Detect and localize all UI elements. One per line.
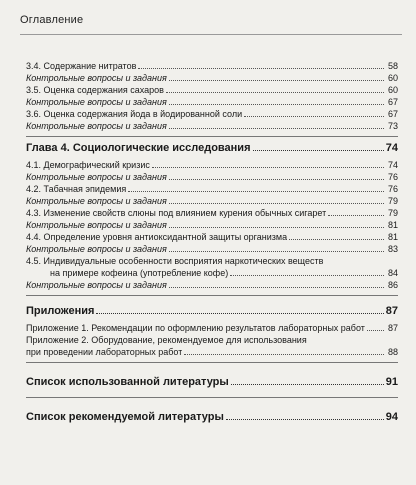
toc-entry-page: 79 bbox=[387, 196, 398, 206]
dot-leader bbox=[184, 354, 384, 355]
dot-leader bbox=[289, 239, 384, 240]
dot-leader bbox=[166, 92, 384, 93]
appendix-item-2-line1[interactable] bbox=[26, 334, 398, 346]
toc-entry-4-5-page: 84 bbox=[387, 268, 398, 278]
toc-entry-page: 60 bbox=[387, 85, 398, 95]
appendix-item-1-label: Приложение 1. Рекомендации по оформлению результатов лабораторных работ bbox=[26, 323, 365, 333]
header-rule bbox=[20, 34, 402, 35]
toc-entry[interactable] bbox=[26, 195, 398, 207]
toc-entry-label: Контрольные вопросы и задания bbox=[26, 73, 167, 83]
appendix-item-2-page: 88 bbox=[387, 347, 398, 357]
toc-entry[interactable] bbox=[26, 60, 398, 72]
references-heading[interactable] bbox=[26, 375, 398, 389]
appendix-heading-label: Приложения bbox=[26, 305, 95, 317]
toc-entry-page: 83 bbox=[387, 244, 398, 254]
appendix-item-1[interactable] bbox=[26, 322, 398, 334]
appendix-heading[interactable] bbox=[26, 304, 398, 318]
recommended-label: Список рекомендуемой литературы bbox=[26, 411, 224, 423]
dot-leader bbox=[169, 179, 384, 180]
toc-entry[interactable] bbox=[26, 84, 398, 96]
toc-entry[interactable] bbox=[26, 72, 398, 84]
section-divider bbox=[26, 136, 398, 137]
dot-leader bbox=[169, 104, 384, 105]
appendix-heading-page: 87 bbox=[385, 305, 398, 317]
appendix-item-2-label-2: при проведении лабораторных работ bbox=[26, 347, 183, 357]
chapter4-heading-label: Глава 4. Социологические исследования bbox=[26, 142, 251, 154]
toc-entry-page: 76 bbox=[387, 172, 398, 182]
toc-entry-label: 4.4. Определение уровня антиоксидантной защиты организма bbox=[26, 232, 288, 242]
chapter4-entries bbox=[26, 159, 398, 255]
toc-entry-page: 67 bbox=[387, 109, 398, 119]
toc-entry-label: Контрольные вопросы и задания bbox=[26, 196, 167, 206]
toc-entry-label: 4.3. Изменение свойств слюны под влиянием курения обычных сигарет bbox=[26, 208, 327, 218]
toc-entry-page: 74 bbox=[387, 160, 398, 170]
dot-leader bbox=[96, 313, 383, 314]
appendix-item-2[interactable] bbox=[26, 346, 398, 358]
page-header-title: Оглавление bbox=[20, 14, 84, 26]
dot-leader bbox=[226, 419, 384, 420]
dot-leader bbox=[230, 275, 384, 276]
toc-entry-label: 4.1. Демографический кризис bbox=[26, 160, 150, 170]
toc-entry[interactable] bbox=[26, 96, 398, 108]
dot-leader bbox=[253, 150, 384, 151]
toc-entry[interactable] bbox=[26, 159, 398, 171]
recommended-page: 94 bbox=[385, 411, 398, 423]
toc-entry-page: 76 bbox=[387, 184, 398, 194]
chapter4-heading[interactable] bbox=[26, 141, 398, 155]
toc-entry[interactable] bbox=[26, 207, 398, 219]
section3-block bbox=[26, 60, 398, 132]
toc-entry-label: Контрольные вопросы и задания bbox=[26, 280, 167, 290]
toc-entry-page: 58 bbox=[387, 61, 398, 71]
table-of-contents bbox=[26, 60, 398, 424]
toc-entry[interactable] bbox=[26, 243, 398, 255]
toc-entry-page: 81 bbox=[387, 232, 398, 242]
toc-entry-label: Контрольные вопросы и задания bbox=[26, 244, 167, 254]
toc-entry-label: 3.5. Оценка содержания сахаров bbox=[26, 85, 164, 95]
toc-entry-4-5-label-1: 4.5. Индивидуальные особенности восприятия наркотических веществ bbox=[26, 256, 324, 266]
section-divider bbox=[26, 397, 398, 398]
toc-entry-label: 3.4. Содержание нитратов bbox=[26, 61, 137, 71]
toc-entry[interactable] bbox=[26, 171, 398, 183]
dot-leader bbox=[231, 384, 384, 385]
toc-entry-page: 81 bbox=[387, 220, 398, 230]
toc-entry-page: 67 bbox=[387, 97, 398, 107]
toc-entry-label: Контрольные вопросы и задания bbox=[26, 172, 167, 182]
dot-leader bbox=[169, 80, 384, 81]
dot-leader bbox=[138, 68, 384, 69]
dot-leader bbox=[169, 128, 384, 129]
toc-entry-4-5-label-2: на примере кофеина (употребление кофе) bbox=[50, 268, 229, 278]
dot-leader bbox=[328, 215, 384, 216]
dot-leader bbox=[128, 191, 384, 192]
toc-entry-label: Контрольные вопросы и задания bbox=[26, 121, 167, 131]
section-divider bbox=[26, 362, 398, 363]
dot-leader bbox=[169, 203, 384, 204]
appendix-item-1-page: 87 bbox=[387, 323, 398, 333]
toc-entry-label: 3.6. Оценка содержания йода в йодированной соли bbox=[26, 109, 243, 119]
toc-entry-label: Контрольные вопросы и задания bbox=[26, 220, 167, 230]
toc-entry-label: 4.2. Табачная эпидемия bbox=[26, 184, 127, 194]
recommended-heading[interactable] bbox=[26, 410, 398, 424]
toc-entry-page: 79 bbox=[387, 208, 398, 218]
chapter4-heading-page: 74 bbox=[385, 142, 398, 154]
toc-entry-label: Контрольные вопросы и задания bbox=[26, 97, 167, 107]
toc-entry[interactable] bbox=[26, 108, 398, 120]
dot-leader bbox=[169, 287, 384, 288]
toc-entry-page: 60 bbox=[387, 73, 398, 83]
toc-entry-4-5-line1[interactable] bbox=[26, 255, 398, 267]
toc-entry-page: 73 bbox=[387, 121, 398, 131]
section-divider bbox=[26, 295, 398, 296]
toc-entry-4-5-questions[interactable] bbox=[26, 279, 398, 291]
toc-entry[interactable] bbox=[26, 183, 398, 195]
dot-leader bbox=[367, 330, 384, 331]
dot-leader bbox=[244, 116, 384, 117]
toc-entry-4-5[interactable] bbox=[26, 267, 398, 279]
dot-leader bbox=[169, 227, 384, 228]
toc-entry-page: 86 bbox=[387, 280, 398, 290]
references-page: 91 bbox=[385, 376, 398, 388]
toc-entry[interactable] bbox=[26, 231, 398, 243]
toc-entry[interactable] bbox=[26, 219, 398, 231]
references-label: Список использованной литературы bbox=[26, 376, 229, 388]
toc-entry[interactable] bbox=[26, 120, 398, 132]
dot-leader bbox=[152, 167, 384, 168]
appendix-item-2-label-1: Приложение 2. Оборудование, рекомендуемое для использования bbox=[26, 335, 307, 345]
dot-leader bbox=[169, 251, 384, 252]
